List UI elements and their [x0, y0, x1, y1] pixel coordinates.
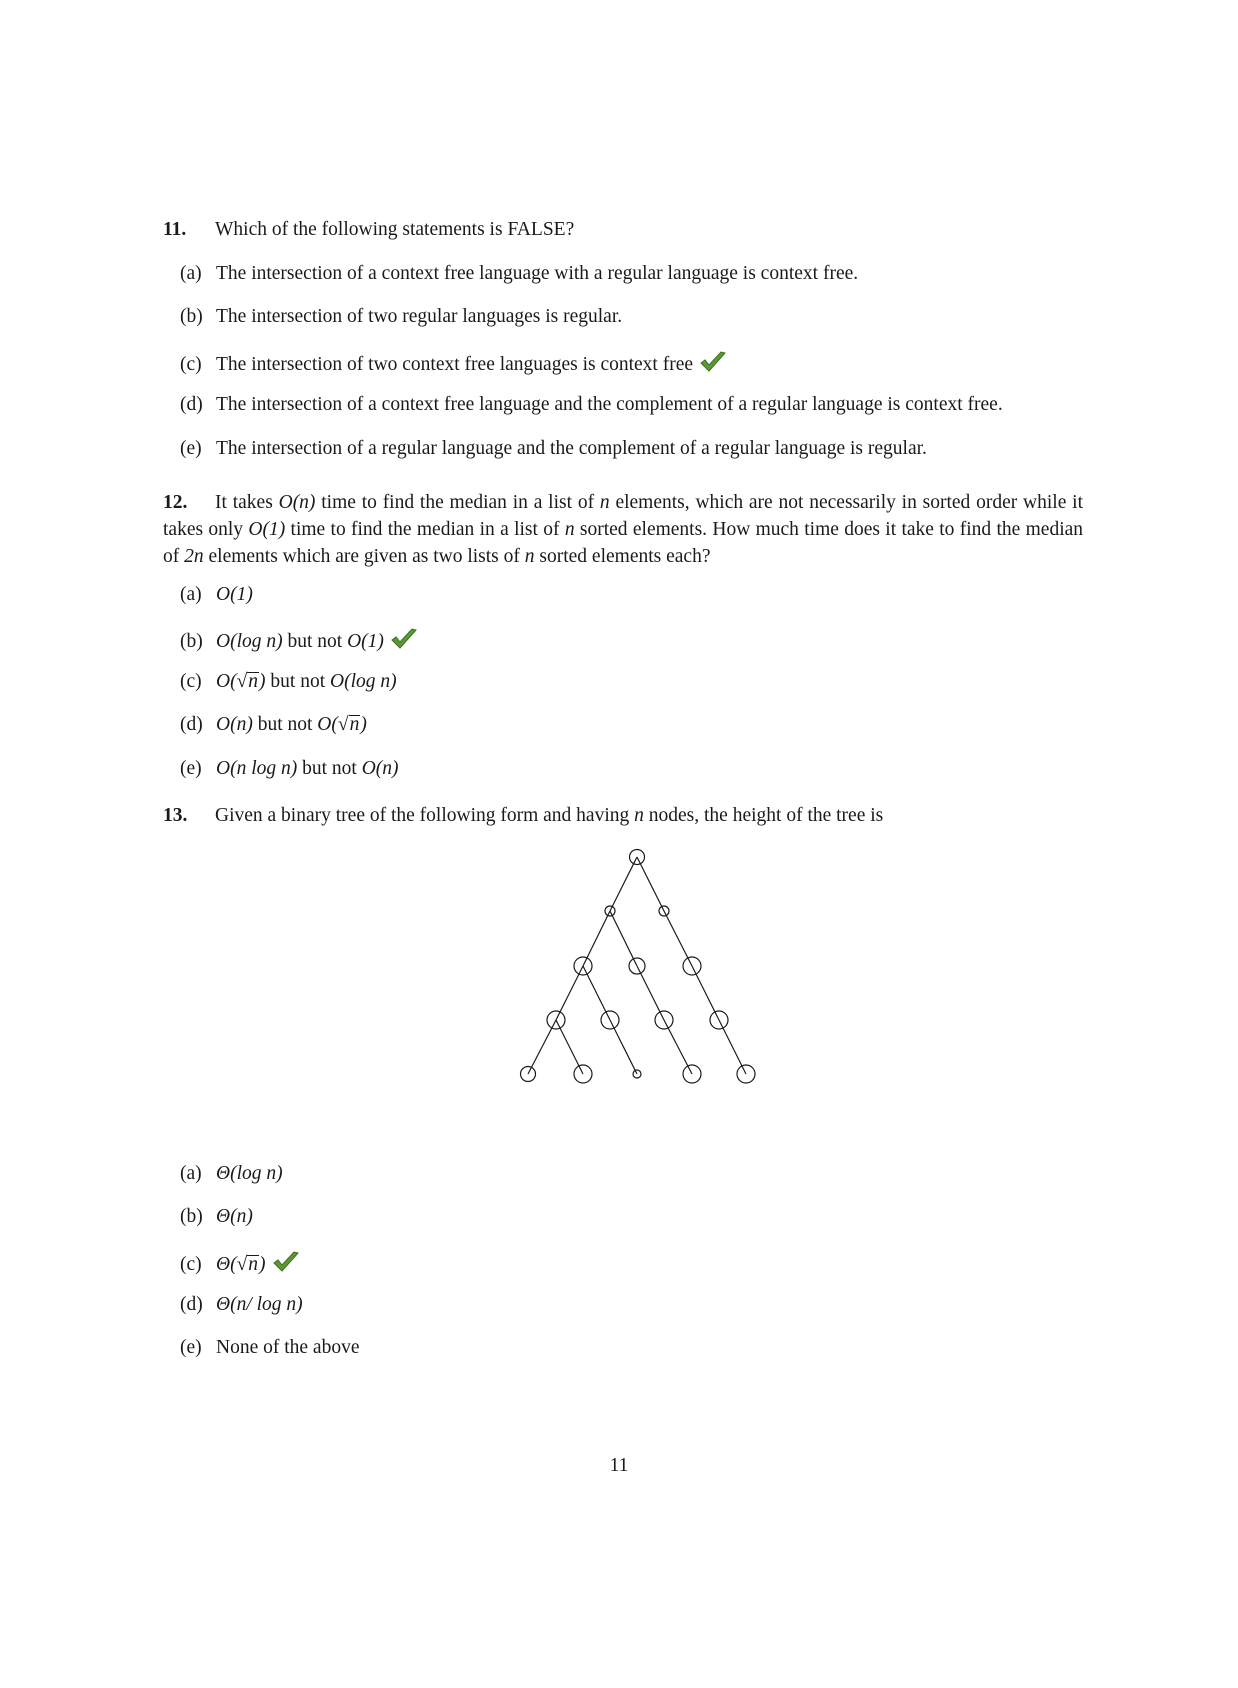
- q11-option-a: (a) The intersection of a context free language with a regular language is context free.: [180, 263, 859, 284]
- question-12: 12. It takes O(n) time to find the median in a list of n elements, which are not necessarily in sorted order while it takes only O(1) time to find the median in a list of n sorted elements. How much time does it take to find the median of 2n elements which are given as two lists of n sorted elements each?: [163, 489, 1083, 570]
- question-number: 11.: [163, 219, 187, 240]
- tree-edge: [637, 857, 664, 911]
- q12-option-d: (d) O(n) but not O(√n): [180, 714, 367, 735]
- q13-option-c: (c) Θ(√n): [180, 1250, 300, 1276]
- q12-option-c: (c) O(√n) but not O(log n): [180, 671, 397, 692]
- q11-option-d: (d) The intersection of a context free language and the complement of a regular language is context free.: [180, 394, 1003, 415]
- question-13: 13. Given a binary tree of the following form and having n nodes, the height of the tree is: [163, 802, 1083, 829]
- page-number: 11: [609, 1455, 629, 1476]
- q12-option-e: (e) O(n log n) but not O(n): [180, 758, 399, 779]
- tree-edge: [610, 857, 637, 911]
- q11-option-c: (c) The intersection of two context free languages is context free: [180, 350, 727, 376]
- checkmark-icon: [390, 627, 418, 651]
- binary-tree-diagram: [510, 840, 770, 1100]
- q13-option-d: (d) Θ(n/ log n): [180, 1294, 303, 1315]
- q11-option-b: (b) The intersection of two regular languages is regular.: [180, 306, 623, 327]
- q13-option-a: (a) Θ(log n): [180, 1163, 283, 1184]
- q12-option-b: (b) O(log n) but not O(1): [180, 627, 418, 653]
- question-number: 12.: [163, 492, 188, 513]
- question-11: [163, 216, 1083, 243]
- q11-option-e: (e) The intersection of a regular language and the complement of a regular language is regular.: [180, 438, 927, 459]
- checkmark-icon: [272, 1250, 300, 1274]
- q13-option-b: (b) Θ(n): [180, 1206, 253, 1227]
- question-stem: Which of the following statements is FALSE?: [215, 219, 575, 240]
- question-number: 13.: [163, 805, 188, 826]
- checkmark-icon: [699, 350, 727, 374]
- q12-option-a: (a) O(1): [180, 584, 253, 605]
- q13-option-e: (e) None of the above: [180, 1337, 360, 1358]
- tree-edge: [610, 911, 637, 966]
